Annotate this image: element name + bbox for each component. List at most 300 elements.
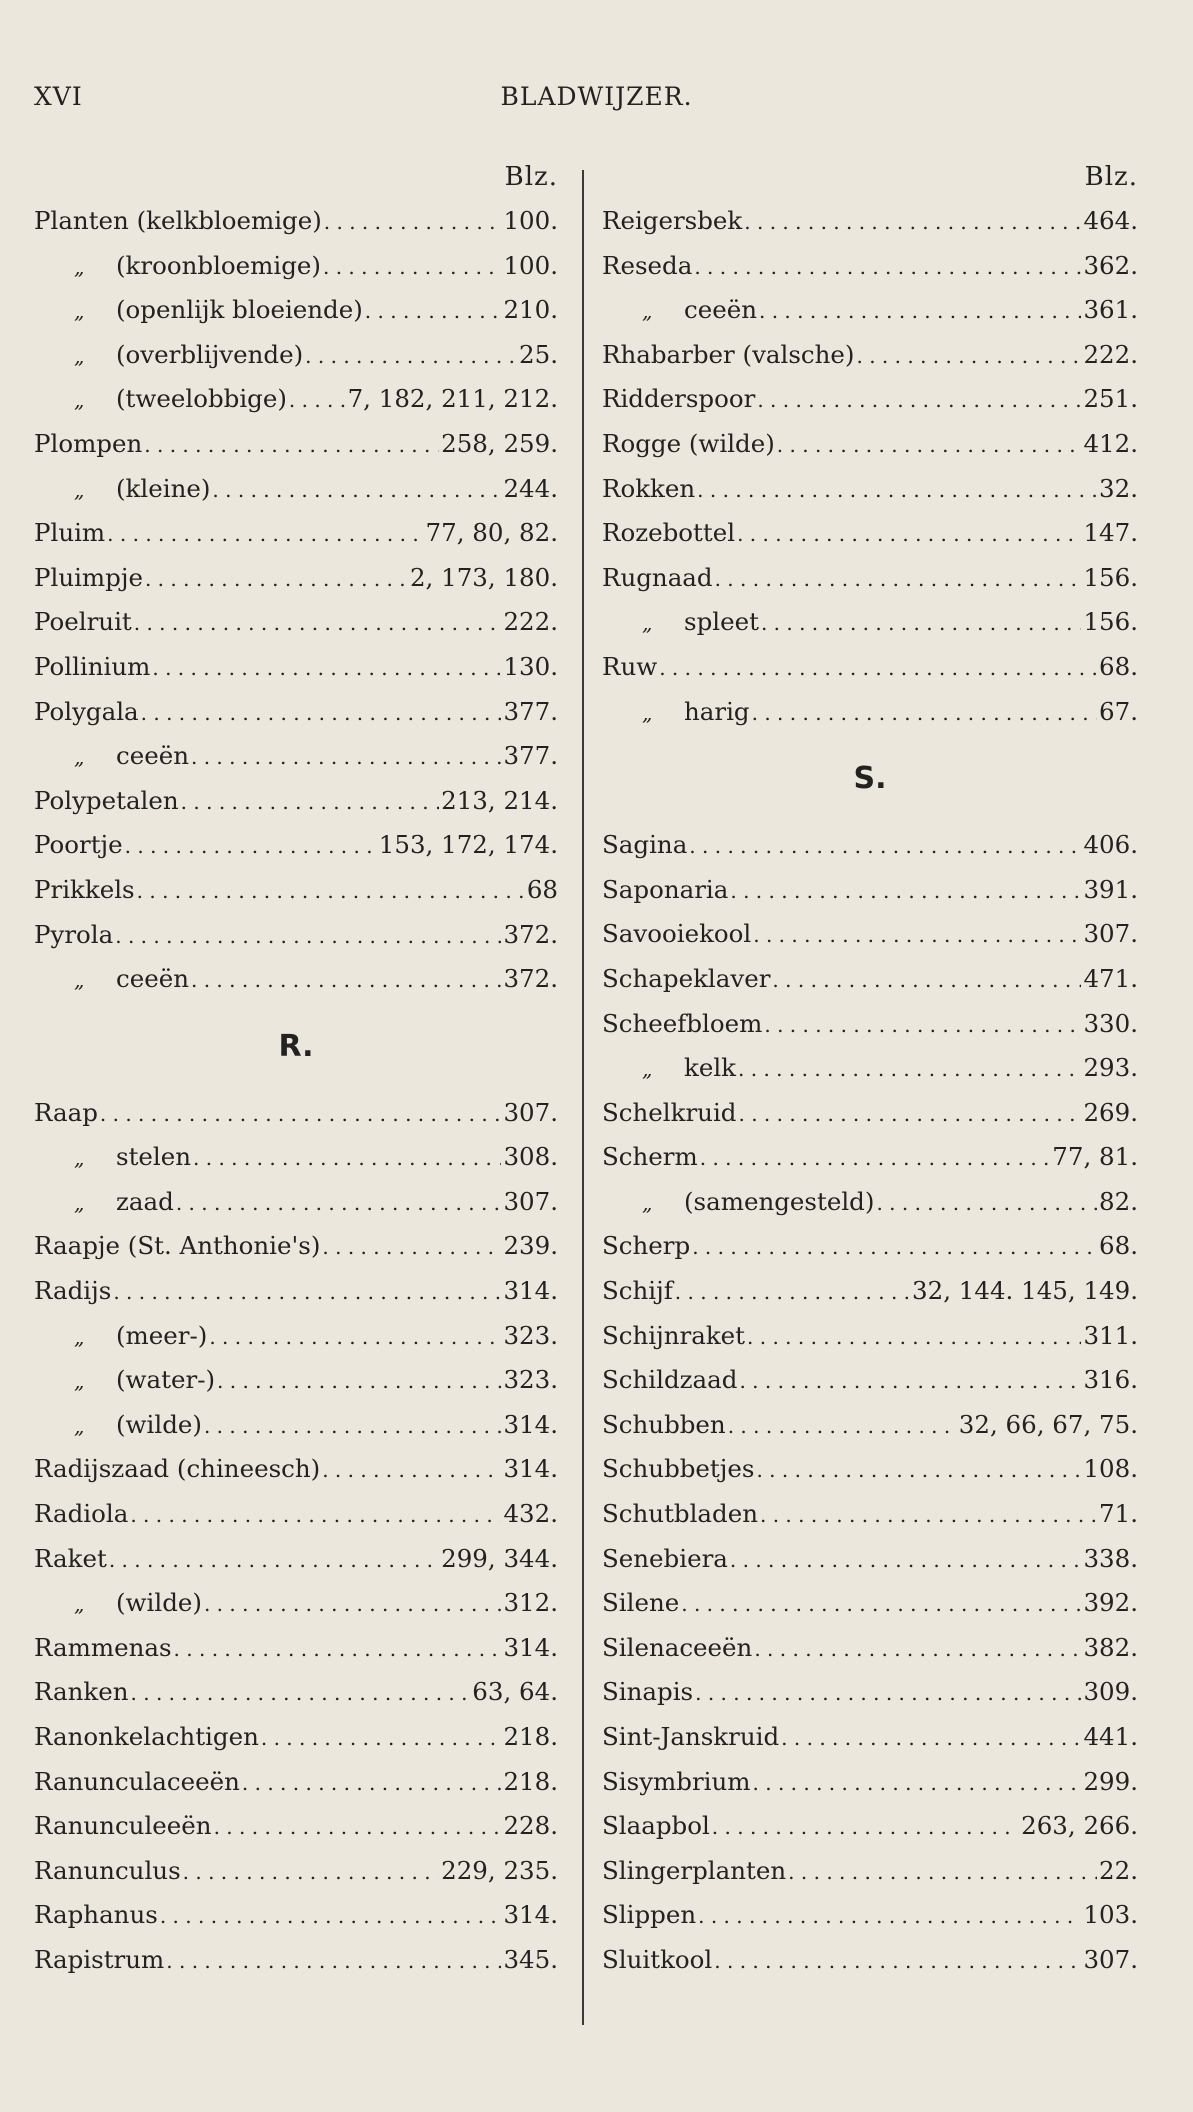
- entry-pages: 68.: [1099, 1231, 1138, 1261]
- dot-leader: [772, 957, 1081, 1002]
- entry-term: Ranken: [34, 1677, 129, 1707]
- dot-leader: [109, 1537, 439, 1582]
- entry-pages: 377.: [503, 741, 558, 771]
- entry-pages: 258, 259.: [441, 428, 558, 458]
- index-entry: [34, 1537, 558, 1582]
- dot-leader: [744, 199, 1081, 244]
- dot-leader: [183, 1849, 439, 1894]
- entry-term: [602, 288, 757, 334]
- dot-leader: [738, 1091, 1081, 1136]
- entry-sub-term: (wilde): [116, 1588, 202, 1618]
- index-entry: [34, 1091, 558, 1136]
- dot-leader: [681, 1581, 1081, 1626]
- dot-leader: [152, 645, 501, 690]
- index-entry: [34, 288, 558, 333]
- entry-term: Plompen: [34, 428, 143, 458]
- entry-pages: 316.: [1083, 1365, 1138, 1395]
- entry-term: [602, 1180, 874, 1226]
- dot-leader: [131, 1670, 471, 1715]
- section-letter: S.: [853, 761, 887, 797]
- entry-pages: 432.: [503, 1499, 558, 1529]
- entry-pages: 314.: [503, 1632, 558, 1662]
- entry-term: Pyrola: [34, 919, 114, 949]
- entry-term: Sluitkool: [602, 1944, 713, 1974]
- entry-pages: 32, 144. 145, 149.: [912, 1276, 1138, 1306]
- dot-leader: [781, 1715, 1081, 1760]
- dot-leader: [134, 600, 502, 645]
- entry-term: Slaapbol: [602, 1811, 710, 1841]
- index-entry: [34, 467, 558, 512]
- entry-term: [34, 1403, 202, 1449]
- entry-term: Sinapis: [602, 1677, 694, 1707]
- ditto-mark: „: [74, 388, 85, 413]
- entry-term: [34, 1581, 202, 1627]
- index-entry: [34, 1626, 558, 1671]
- index-entry: [602, 1537, 1138, 1582]
- index-entry: [602, 1224, 1138, 1269]
- entry-term: Rhabarber (valsche): [602, 339, 855, 369]
- entry-pages: 263, 266.: [1021, 1811, 1138, 1841]
- entry-sub-term: (openlijk bloeiende): [116, 295, 363, 325]
- index-entry: [34, 1224, 558, 1269]
- dot-leader: [714, 1938, 1081, 1983]
- entry-term: Sint-Janskruid: [602, 1722, 780, 1751]
- page-title: BLADWIJZER.: [500, 82, 693, 111]
- index-entry: [602, 645, 1138, 690]
- dot-leader: [754, 1626, 1081, 1671]
- entry-list: [602, 199, 1138, 734]
- entry-term: Sagina: [602, 830, 688, 860]
- dot-leader: [113, 1269, 501, 1314]
- index-entry: [34, 1715, 558, 1760]
- index-entry: [34, 913, 558, 958]
- index-entry: [602, 1046, 1138, 1091]
- dot-leader: [322, 1224, 501, 1269]
- dot-leader: [737, 511, 1081, 556]
- entry-term: Savooiekool: [602, 919, 752, 949]
- entry-pages: 68: [526, 874, 558, 904]
- index-entry: [34, 600, 558, 645]
- index-entry: [602, 868, 1138, 913]
- ditto-mark: „: [642, 700, 653, 725]
- dot-leader: [761, 600, 1082, 645]
- ditto-mark: „: [74, 1369, 85, 1394]
- entry-term: Silenaceeën: [602, 1632, 753, 1662]
- index-entry: [602, 333, 1138, 378]
- dot-leader: [689, 823, 1081, 868]
- entry-list: [34, 199, 558, 1002]
- index-entry: [602, 1135, 1138, 1180]
- entry-term: Schijf: [602, 1276, 673, 1306]
- entry-pages: 391.: [1083, 874, 1138, 904]
- blz-label: Blz.: [1084, 162, 1138, 192]
- index-entry: [602, 1938, 1138, 1983]
- dot-leader: [100, 1091, 502, 1136]
- entry-pages: 323.: [503, 1320, 558, 1350]
- dot-leader: [753, 912, 1081, 957]
- entry-sub-term: harig: [684, 696, 750, 726]
- entry-pages: 147.: [1083, 518, 1138, 548]
- entry-pages: 77, 80, 82.: [425, 518, 558, 548]
- dot-leader: [712, 1804, 1019, 1849]
- entry-term: Polypetalen: [34, 785, 179, 815]
- index-entry: [34, 511, 558, 556]
- dot-leader: [261, 1715, 502, 1760]
- entry-pages: 345.: [503, 1944, 558, 1974]
- index-entry: [34, 1492, 558, 1537]
- entry-pages: 130.: [503, 651, 558, 681]
- entry-pages: 222.: [503, 607, 558, 637]
- index-entry: [602, 1002, 1138, 1047]
- index-entry: [602, 690, 1138, 735]
- entry-pages: 22.: [1099, 1855, 1138, 1885]
- dot-leader: [193, 1135, 501, 1180]
- entry-term: Scherm: [602, 1142, 698, 1172]
- entry-term: Schubben: [602, 1409, 726, 1439]
- entry-term: Prikkels: [34, 874, 135, 904]
- entry-pages: 412.: [1083, 428, 1138, 458]
- index-entry: [602, 823, 1138, 868]
- section-letter: R.: [278, 1028, 314, 1064]
- index-entry: [602, 1492, 1138, 1537]
- entry-pages: 108.: [1083, 1454, 1138, 1484]
- entry-term: Scherp: [602, 1231, 691, 1261]
- dot-leader: [191, 957, 501, 1002]
- index-entry: [602, 912, 1138, 957]
- entry-pages: 222.: [1083, 339, 1138, 369]
- entry-pages: 7, 182, 211, 212.: [347, 384, 558, 414]
- index-entry: [602, 1670, 1138, 1715]
- dot-leader: [697, 467, 1097, 512]
- entry-term: Schapeklaver: [602, 963, 771, 993]
- index-entry: [34, 1269, 558, 1314]
- entry-pages: 229, 235.: [441, 1855, 558, 1885]
- entry-term: [34, 377, 287, 423]
- entry-term: Radijszaad (chineesch): [34, 1454, 321, 1484]
- index-entry: [602, 1091, 1138, 1136]
- dot-leader: [695, 1670, 1081, 1715]
- dot-leader: [107, 511, 423, 556]
- dot-leader: [675, 1269, 910, 1314]
- index-entry: [602, 288, 1138, 333]
- index-entry: [34, 1403, 558, 1448]
- entry-pages: 314.: [503, 1454, 558, 1484]
- dot-leader: [204, 1581, 501, 1626]
- entry-term: Rogge (wilde): [602, 428, 775, 458]
- dot-leader: [876, 1180, 1097, 1225]
- entry-pages: 314.: [503, 1276, 558, 1306]
- entry-pages: 82.: [1099, 1186, 1138, 1216]
- entry-sub-term: kelk: [684, 1053, 737, 1083]
- index-entry: [602, 1269, 1138, 1314]
- entry-term: [602, 690, 750, 736]
- index-entry: [34, 1670, 558, 1715]
- entry-term: Planten (kelkbloemige): [34, 206, 322, 235]
- index-entry: [602, 1849, 1138, 1894]
- ditto-mark: „: [74, 745, 85, 770]
- entry-sub-term: (tweelobbige): [116, 384, 287, 414]
- index-entry: [602, 1804, 1138, 1849]
- dot-leader: [305, 333, 517, 378]
- entry-pages: 100.: [503, 206, 558, 235]
- entry-term: Poelruit: [34, 607, 132, 637]
- entry-pages: 213, 214.: [441, 785, 558, 815]
- entry-term: Raap: [34, 1097, 98, 1127]
- entry-pages: 32.: [1099, 473, 1138, 503]
- index-entry: [34, 1447, 558, 1492]
- dot-leader: [857, 333, 1082, 378]
- entry-pages: 293.: [1083, 1053, 1138, 1083]
- entry-pages: 239.: [503, 1231, 558, 1261]
- entry-pages: 323.: [503, 1365, 558, 1395]
- entry-pages: 314.: [503, 1900, 558, 1930]
- page-number: XVI: [34, 82, 83, 111]
- entry-sub-term: zaad: [116, 1186, 174, 1216]
- entry-pages: 314.: [503, 1409, 558, 1439]
- ditto-mark: „: [642, 611, 653, 636]
- entry-pages: 71.: [1099, 1499, 1138, 1529]
- entry-pages: 307.: [503, 1186, 558, 1216]
- index-entry: [34, 199, 558, 244]
- dot-leader: [715, 556, 1082, 601]
- dot-leader: [289, 377, 346, 422]
- index-entry: [34, 244, 558, 289]
- dot-leader: [137, 868, 525, 913]
- ditto-mark: „: [74, 968, 85, 993]
- entry-term: Pollinium: [34, 651, 151, 681]
- entry-term: [34, 244, 321, 290]
- dot-leader: [760, 1492, 1097, 1537]
- entry-term: Radijs: [34, 1276, 112, 1306]
- entry-pages: 2, 173, 180.: [409, 562, 558, 592]
- index-entry: [34, 1760, 558, 1805]
- index-entry: [602, 556, 1138, 601]
- index-entry: [34, 333, 558, 378]
- dot-leader: [323, 244, 501, 289]
- entry-term: Schelkruid: [602, 1097, 737, 1127]
- ditto-mark: „: [74, 343, 85, 368]
- dot-leader: [365, 288, 502, 333]
- entry-term: Silene: [602, 1588, 680, 1618]
- ditto-mark: „: [74, 1190, 85, 1215]
- index-entry: [602, 1581, 1138, 1626]
- entry-pages: 244.: [503, 473, 558, 503]
- entry-pages: 307.: [503, 1097, 558, 1127]
- entry-term: Sisymbrium: [602, 1766, 751, 1796]
- dot-leader: [753, 1760, 1082, 1805]
- entry-term: [602, 600, 759, 646]
- index-entry: [34, 422, 558, 467]
- entry-term: Scheefbloem: [602, 1008, 763, 1038]
- entry-term: Reigersbek: [602, 206, 743, 235]
- entry-pages: 299.: [1083, 1766, 1138, 1796]
- entry-pages: 63, 64.: [472, 1677, 558, 1707]
- entry-term: Rapistrum: [34, 1944, 165, 1974]
- entry-pages: 308.: [503, 1142, 558, 1172]
- dot-leader: [181, 779, 439, 824]
- dot-leader: [698, 1893, 1081, 1938]
- entry-term: Schubbetjes: [602, 1454, 755, 1484]
- index-entry: [602, 1626, 1138, 1671]
- dot-leader: [777, 422, 1082, 467]
- dot-leader: [659, 645, 1097, 690]
- entry-term: Reseda: [602, 250, 693, 280]
- entry-pages: 269.: [1083, 1097, 1138, 1127]
- index-entry: [602, 1403, 1138, 1448]
- entry-term: Slippen: [602, 1900, 697, 1930]
- dot-leader: [694, 244, 1081, 289]
- entry-pages: 309.: [1083, 1677, 1138, 1707]
- entry-term: Saponaria: [602, 874, 729, 904]
- dot-leader: [692, 1224, 1097, 1269]
- dot-leader: [324, 199, 502, 244]
- index-entry: [602, 1358, 1138, 1403]
- dot-leader: [757, 377, 1081, 422]
- entry-term: [34, 734, 189, 780]
- index-entry: [34, 690, 558, 735]
- entry-term: [34, 1135, 191, 1181]
- entry-term: Raapje (St. Anthonie's): [34, 1231, 321, 1261]
- entry-term: Rugnaad: [602, 562, 713, 592]
- index-entry: [34, 823, 558, 868]
- dot-leader: [166, 1938, 501, 1983]
- ditto-mark: „: [642, 1057, 653, 1082]
- dot-leader: [752, 690, 1097, 735]
- entry-pages: 210.: [503, 295, 558, 325]
- entry-pages: 382.: [1083, 1632, 1138, 1662]
- entry-term: Slingerplanten: [602, 1855, 787, 1885]
- entry-term: [34, 1358, 215, 1404]
- entry-term: [34, 333, 303, 379]
- ditto-mark: „: [74, 1146, 85, 1171]
- dot-leader: [176, 1180, 502, 1225]
- column-divider: [582, 170, 584, 2025]
- index-entry: [602, 957, 1138, 1002]
- entry-sub-term: ceeën: [116, 964, 189, 994]
- index-entry: [34, 1358, 558, 1403]
- index-entry: [602, 377, 1138, 422]
- entry-term: Pluim: [34, 518, 106, 548]
- entry-term: Pluimpje: [34, 562, 143, 592]
- dot-leader: [130, 1492, 501, 1537]
- ditto-mark: „: [74, 1592, 85, 1617]
- dot-leader: [242, 1760, 502, 1805]
- entry-sub-term: ceeën: [116, 741, 189, 771]
- entry-sub-term: spleet: [684, 607, 759, 637]
- index-entry: [34, 1581, 558, 1626]
- entry-term: Rokken: [602, 473, 696, 503]
- dot-leader: [144, 422, 439, 467]
- index-entry: [34, 1804, 558, 1849]
- entry-term: Poortje: [34, 830, 123, 860]
- index-column-right: [602, 155, 1138, 1983]
- index-column-left: [34, 155, 558, 1983]
- entry-pages: 330.: [1083, 1008, 1138, 1038]
- index-entry: [34, 556, 558, 601]
- entry-pages: 68.: [1099, 651, 1138, 681]
- dot-leader: [700, 1135, 1051, 1180]
- index-entry: [602, 1180, 1138, 1225]
- dot-leader: [209, 1314, 501, 1359]
- dot-leader: [141, 690, 502, 735]
- entry-pages: 307.: [1083, 1944, 1138, 1974]
- dot-leader: [204, 1403, 501, 1448]
- entry-term: Schutbladen: [602, 1499, 758, 1529]
- index-entry: [34, 957, 558, 1002]
- entry-term: Ridderspoor: [602, 384, 756, 414]
- dot-leader: [214, 1804, 502, 1849]
- ditto-mark: „: [74, 299, 85, 324]
- ditto-mark: „: [642, 1190, 653, 1215]
- entry-sub-term: stelen: [116, 1142, 192, 1172]
- entry-pages: 100.: [503, 250, 558, 280]
- entry-sub-term: (overblijvende): [116, 339, 304, 369]
- entry-pages: 228.: [503, 1811, 558, 1841]
- entry-pages: 32, 66, 67, 75.: [958, 1409, 1138, 1439]
- entry-pages: 312.: [503, 1588, 558, 1618]
- entry-pages: 338.: [1083, 1543, 1138, 1573]
- entry-term: Rozebottel: [602, 518, 736, 548]
- index-entry: [34, 734, 558, 779]
- ditto-mark: „: [74, 1413, 85, 1438]
- index-entry: [34, 1180, 558, 1225]
- entry-pages: 464.: [1083, 206, 1138, 235]
- entry-term: Rammenas: [34, 1632, 172, 1662]
- index-entry: [602, 600, 1138, 645]
- entry-pages: 311.: [1083, 1320, 1138, 1350]
- entry-pages: 103.: [1083, 1900, 1138, 1930]
- entry-sub-term: (meer-): [116, 1320, 208, 1350]
- entry-sub-term: (water-): [116, 1365, 216, 1395]
- dot-leader: [115, 913, 501, 958]
- entry-sub-term: (kroonbloemige): [116, 250, 321, 280]
- index-entry: [34, 868, 558, 913]
- index-entry: [602, 1760, 1138, 1805]
- entry-pages: 218.: [503, 1722, 558, 1751]
- entry-term: Radiola: [34, 1499, 129, 1529]
- dot-leader: [145, 556, 408, 601]
- entry-term: Ranunculaceeën: [34, 1766, 240, 1796]
- dot-leader: [730, 1537, 1082, 1582]
- entry-term: [34, 288, 363, 334]
- entry-pages: 372.: [503, 964, 558, 994]
- ditto-mark: „: [74, 477, 85, 502]
- index-entry: [602, 1314, 1138, 1359]
- index-entry: [602, 1715, 1138, 1760]
- entry-pages: 372.: [503, 919, 558, 949]
- entry-term: Schijnraket: [602, 1320, 746, 1350]
- entry-sub-term: (wilde): [116, 1409, 202, 1439]
- entry-sub-term: (samengesteld): [684, 1186, 875, 1216]
- dot-leader: [212, 467, 501, 512]
- entry-pages: 251.: [1083, 384, 1138, 414]
- entry-pages: 153, 172, 174.: [378, 830, 558, 860]
- dot-leader: [174, 1626, 502, 1671]
- entry-pages: 156.: [1083, 562, 1138, 592]
- ditto-mark: „: [642, 299, 653, 324]
- dot-leader: [191, 734, 501, 779]
- index-entry: [34, 1135, 558, 1180]
- entry-list: [602, 823, 1138, 1982]
- entry-term: [34, 1180, 174, 1226]
- index-entry: [602, 1893, 1138, 1938]
- entry-term: [34, 467, 210, 513]
- dot-leader: [788, 1849, 1097, 1894]
- entry-term: [34, 957, 189, 1003]
- entry-term: Polygala: [34, 696, 139, 726]
- entry-pages: 77, 81.: [1052, 1142, 1138, 1172]
- entry-term: Ranonkelachtigen: [34, 1722, 259, 1751]
